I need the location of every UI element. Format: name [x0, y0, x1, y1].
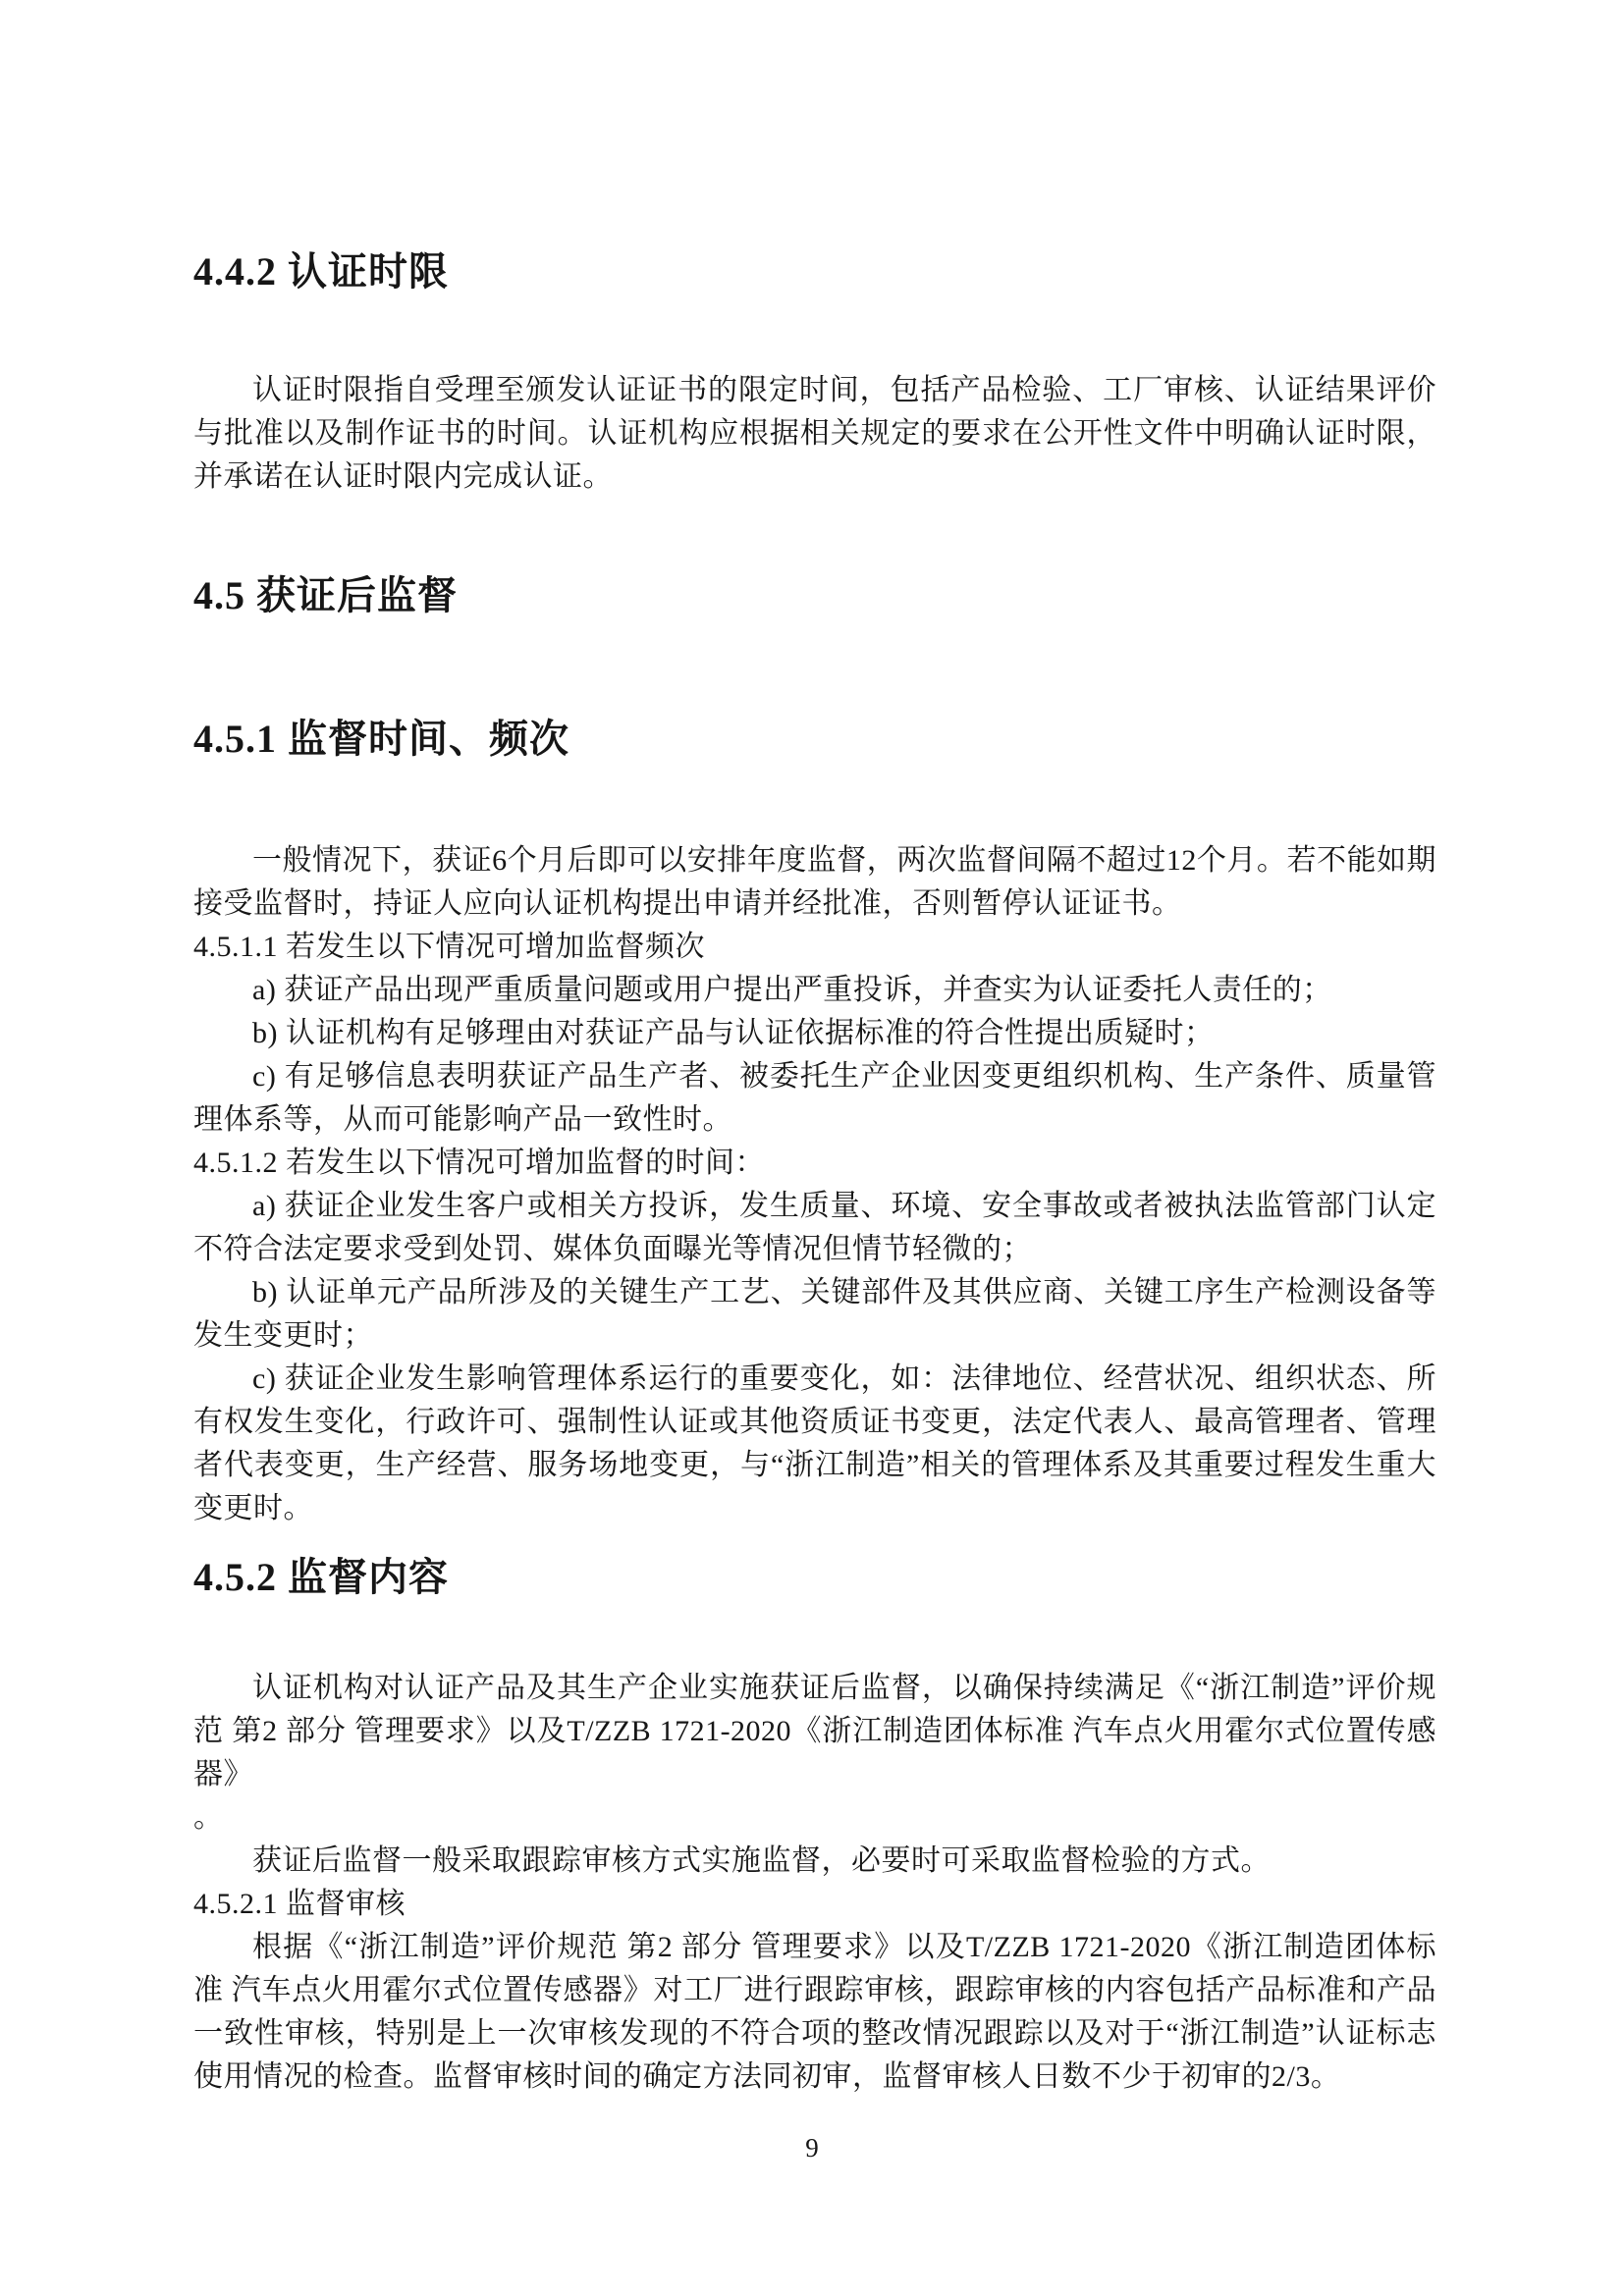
para-tracking-audit-details: 根据《“浙江制造”评价规范 第2 部分 管理要求》以及T/ZZB 1721-2020《浙江制造团体标准 汽车点火用霍尔式位置传感器》对工厂进行跟踪审核，跟踪审核的内容包括产品标准和产品一致性审核，特别是上一次审核发现的不符合项的整改情况跟踪以及对于“浙江制造”认证标志使用情况的检查。监督审核时间的确定方法同初审，监督审核人日数不少于初审的2/3。 [193, 1931, 1436, 2093]
para-cert-time-limit: 认证时限指自受理至颁发认证证书的限定时间，包括产品检验、工厂审核、认证结果评价与批准以及制作证书的时间。认证机构应根据相关规定的要求在公开性文件中明确认证时限，并承诺在认证时限内完成认证。 [193, 374, 1436, 493]
section-4-5-1-body [193, 839, 1436, 1530]
list-item-time-a: a) 获证企业发生客户或相关方投诉，发生质量、环境、安全事故或者被执法监管部门认定不符合法定要求受到处罚、媒体负面曝光等情况但情节轻微的； [193, 1190, 1436, 1265]
para-supervision-method: 获证后监督一般采取跟踪审核方式实施监督，必要时可采取监督检验的方式。 [252, 1844, 1271, 1877]
para-orphan-fullstop: 。 [193, 1801, 224, 1834]
heading-4-5-post-cert-supervision: 4.5 获证后监督 [193, 573, 458, 617]
clause-4-5-2-1-supervision-audit: 4.5.2.1 监督审核 [193, 1888, 406, 1920]
list-item-frequency-a: a) 获证产品出现严重质量问题或用户提出严重投诉，并查实为认证委托人责任的； [252, 974, 1332, 1006]
page-number: 9 [805, 2133, 819, 2163]
list-item-frequency-b: b) 认证机构有足够理由对获证产品与认证依据标准的符合性提出质疑时； [252, 1017, 1215, 1049]
para-supervision-schedule: 一般情况下，获证6个月后即可以安排年度监督，两次监督间隔不超过12个月。若不能如期接受监督时，持证人应向认证机构提出申请并经批准，否则暂停认证证书。 [193, 844, 1436, 920]
heading-4-5-1-supervision-time-frequency: 4.5.1 监督时间、频次 [193, 717, 569, 761]
clause-4-5-1-2: 4.5.1.2 若发生以下情况可增加监督的时间： [193, 1147, 765, 1179]
heading-4-5-2-supervision-content: 4.5.2 监督内容 [193, 1555, 449, 1599]
clause-4-5-1-1: 4.5.1.1 若发生以下情况可增加监督频次 [193, 931, 705, 963]
heading-4-4-2-cert-time-limit: 4.4.2 认证时限 [193, 249, 449, 294]
section-4-5-2-body [193, 1667, 1436, 2099]
list-item-time-b: b) 认证单元产品所涉及的关键生产工艺、关键部件及其供应商、关键工序生产检测设备等发生变更时； [193, 1276, 1436, 1352]
para-supervision-content-standards: 认证机构对认证产品及其生产企业实施获证后监督，以确保持续满足《“浙江制造”评价规范 第2 部分 管理要求》以及T/ZZB 1721-2020《浙江制造团体标准 汽车点火用霍尔式位置传感器》 [193, 1672, 1436, 1790]
list-item-frequency-c: c) 有足够信息表明获证产品生产者、被委托生产企业因变更组织机构、生产条件、质量管理体系等，从而可能影响产品一致性时。 [193, 1060, 1436, 1136]
list-item-time-c: c) 获证企业发生影响管理体系运行的重要变化，如：法律地位、经营状况、组织状态、所有权发生变化，行政许可、强制性认证或其他资质证书变更，法定代表人、最高管理者、管理者代表变更，生产经营、服务场地变更，与“浙江制造”相关的管理体系及其重要过程发生重大变更时。 [193, 1362, 1436, 1524]
